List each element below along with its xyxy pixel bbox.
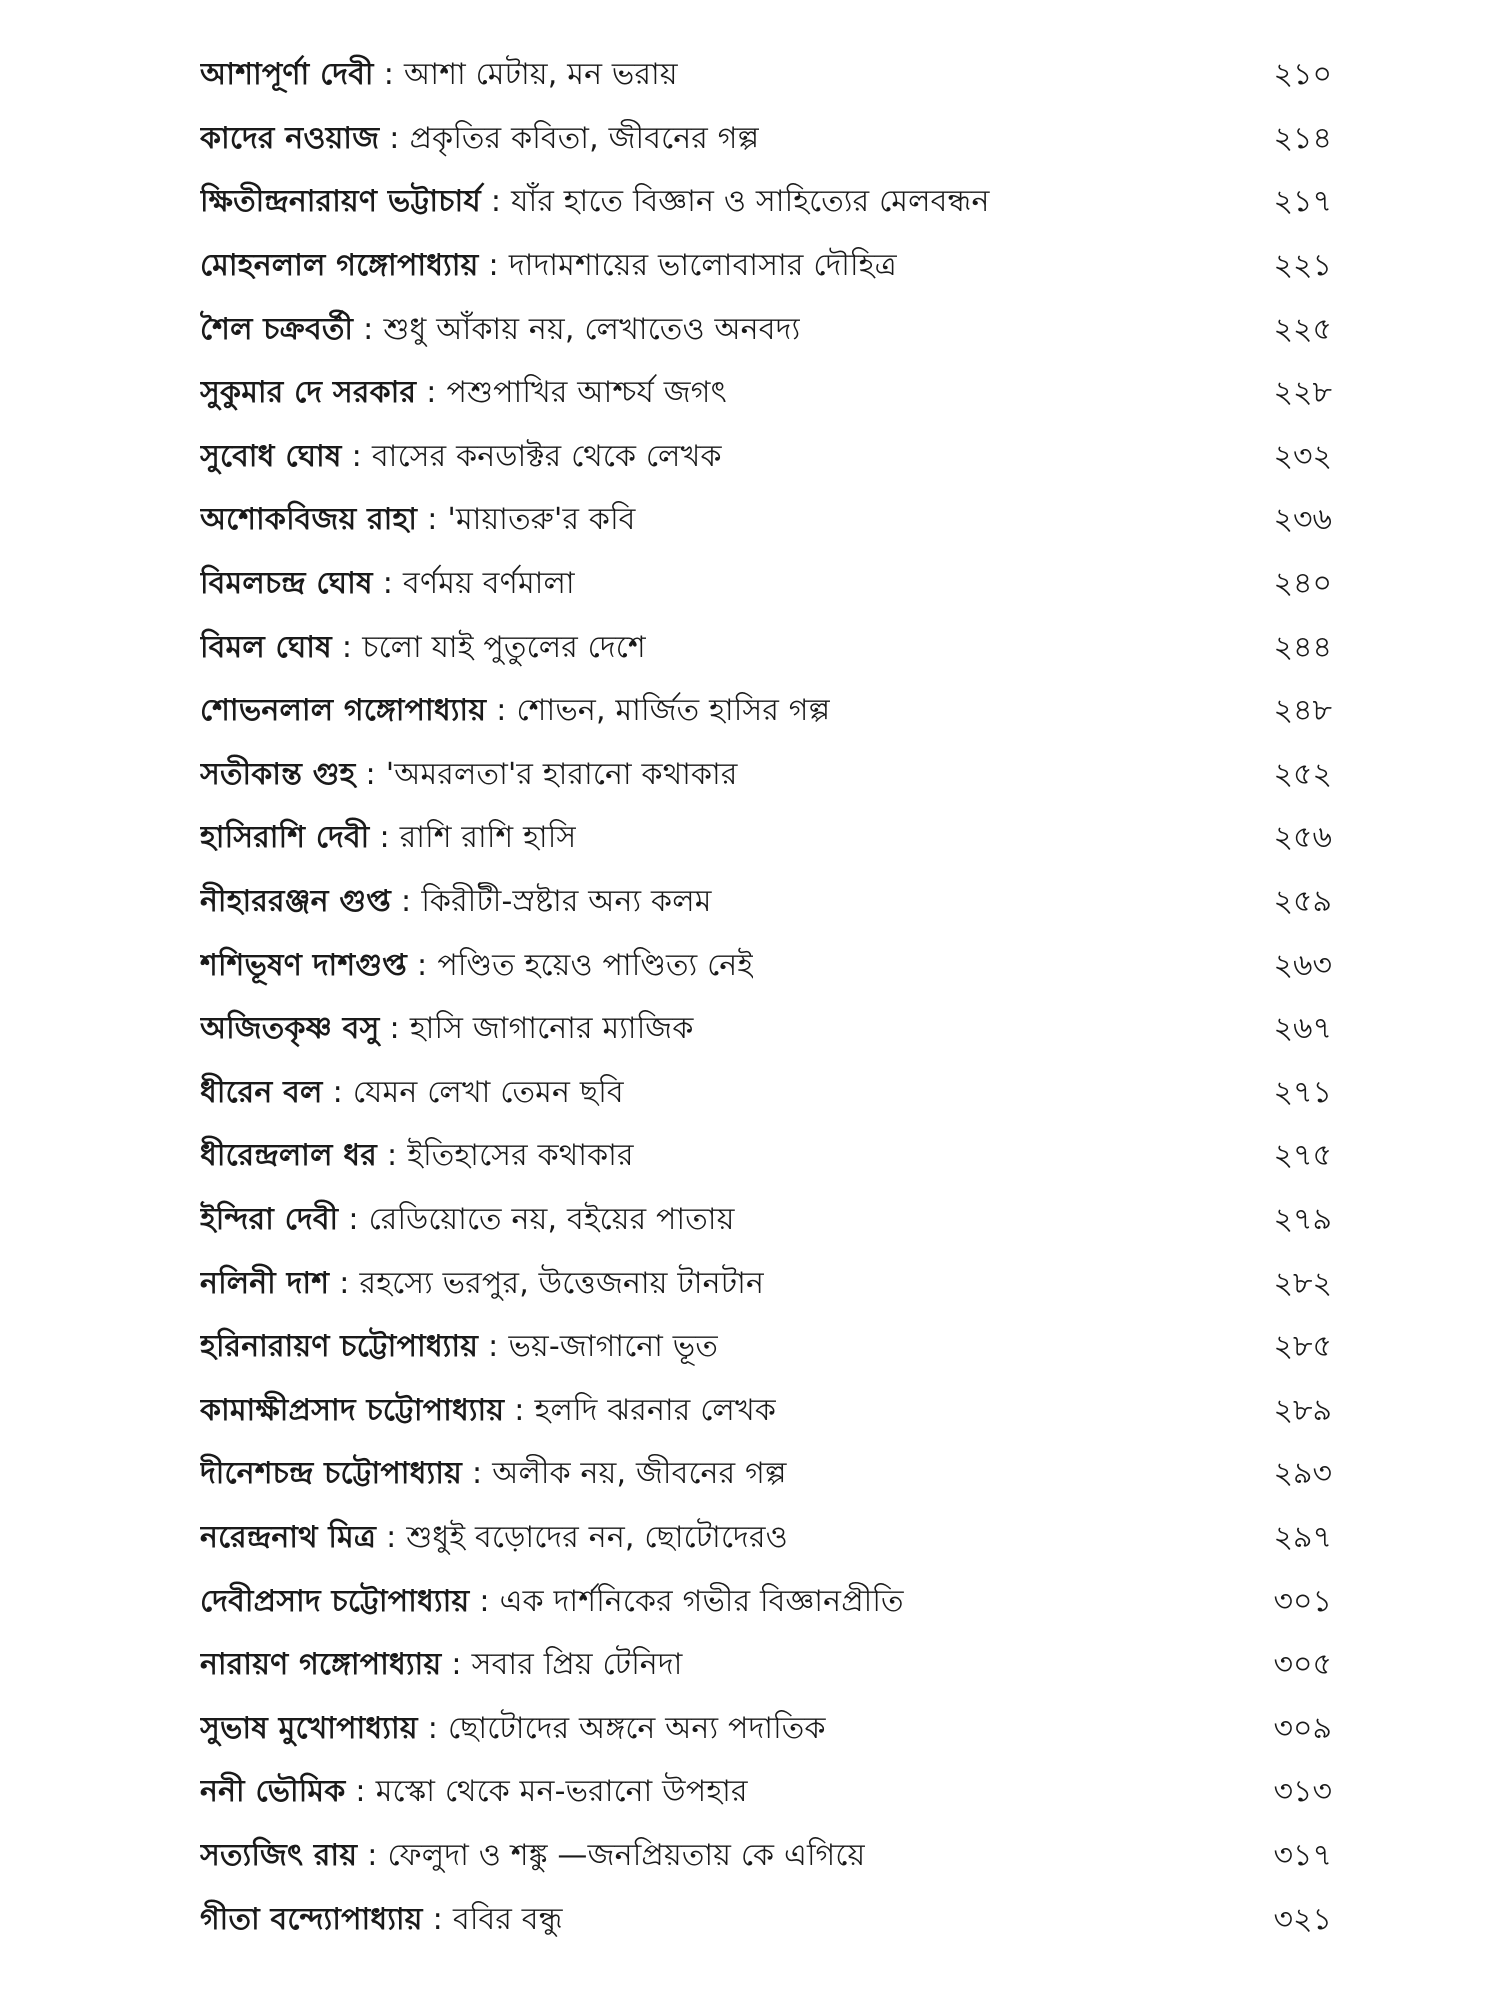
toc-entry: [200, 813, 576, 864]
toc-title: সবার প্রিয় টেনিদা: [471, 1647, 683, 1683]
toc-separator: :: [379, 820, 390, 856]
toc-title: ভয়-জাগানো ভূত: [508, 1329, 719, 1365]
toc-separator: :: [341, 629, 353, 665]
toc-author: নরেন্দ্রনাথ মিত্র: [200, 1519, 377, 1555]
toc-title: ববির বন্ধু: [452, 1901, 563, 1937]
toc-title: পণ্ডিত হয়েও পাণ্ডিত্য নেই: [437, 947, 754, 983]
toc-title: 'মায়াতরু'র কবি: [447, 502, 636, 538]
toc-title: রহস্যে ভরপুর, উত্তেজনায় টানটান: [359, 1265, 765, 1301]
toc-entry: [200, 877, 712, 928]
toc-title: ফেলুদা ও শঙ্কু —জনপ্রিয়তায় কে এগিয়ে: [387, 1837, 866, 1873]
toc-entry: [200, 1131, 634, 1182]
toc-entry: [200, 1449, 787, 1500]
toc-separator: :: [383, 57, 395, 93]
toc-title: পশুপাখির আশ্চর্য জগৎ: [446, 375, 727, 411]
toc-separator: :: [351, 438, 362, 474]
toc-entry: [200, 750, 738, 801]
toc-separator: :: [355, 1774, 366, 1810]
toc-separator: :: [471, 1456, 483, 1492]
toc-author: নলিনী দাশ: [200, 1265, 330, 1301]
toc-entry: [200, 495, 636, 546]
toc-row: [200, 1825, 1332, 1889]
toc-page-number: ২৪৪: [1273, 629, 1332, 665]
toc-page-number: ৩১৭: [1273, 1837, 1332, 1873]
toc-entry: [200, 1513, 788, 1564]
toc-author: অশোকবিজয় রাহা: [200, 502, 418, 538]
toc-row: [200, 1125, 1332, 1189]
toc-title: রেডিয়োতে নয়, বইয়ের পাতায়: [368, 1201, 735, 1237]
toc-author: ইন্দিরা দেবী: [200, 1201, 339, 1237]
toc-row: [200, 1379, 1332, 1443]
toc-author: নীহাররঞ্জন গুপ্ত: [200, 884, 391, 920]
toc-row: [200, 1443, 1332, 1507]
toc-title: 'অমরলতা'র হারানো কথাকার: [385, 756, 738, 792]
toc-page-number: ২১৪: [1273, 120, 1332, 156]
toc-row: [200, 1888, 1332, 1952]
toc-row: [200, 171, 1332, 235]
toc-title: বাসের কনডাক্টর থেকে লেখক: [371, 438, 722, 474]
toc-separator: :: [451, 1647, 462, 1683]
toc-separator: :: [426, 375, 437, 411]
toc-author: সুবোধ ঘোষ: [200, 438, 342, 474]
toc-author: সুকুমার দে সরকার: [200, 375, 417, 411]
toc-page-number: ২৮৯: [1273, 1392, 1332, 1428]
toc-row: [200, 1062, 1332, 1126]
toc-separator: :: [490, 184, 502, 220]
toc-separator: :: [348, 1201, 359, 1237]
toc-entry: [200, 1068, 624, 1119]
toc-entry: [200, 686, 830, 737]
toc-title: হাসি জাগানোর ম্যাজিক: [409, 1011, 694, 1047]
toc-author: বিমলচন্দ্র ঘোষ: [200, 566, 373, 602]
toc-page-number: ২৩৬: [1273, 502, 1332, 538]
toc-entry: [200, 305, 800, 356]
toc-page-number: ২৭৯: [1273, 1201, 1332, 1237]
toc-entry: [200, 241, 897, 292]
toc-row: [200, 1252, 1332, 1316]
toc-author: ননী ভৌমিক: [200, 1774, 346, 1810]
toc-entry: [200, 623, 646, 674]
toc-entry: [200, 50, 678, 101]
toc-entry: [200, 1640, 683, 1691]
toc-entry: [200, 1767, 748, 1818]
toc-separator: :: [401, 884, 412, 920]
toc-row: [200, 553, 1332, 617]
toc-row: [200, 616, 1332, 680]
toc-row: [200, 235, 1332, 299]
toc-row: [200, 362, 1332, 426]
toc-author: ধীরেন্দ্রলাল ধর: [200, 1138, 377, 1174]
toc-page-number: ২৪৮: [1273, 693, 1332, 729]
toc-author: শৈল চক্রবর্তী: [200, 311, 354, 347]
toc-author: গীতা বন্দ্যোপাধ্যায়: [200, 1901, 423, 1937]
toc-page-number: ২২১: [1273, 248, 1332, 284]
toc-separator: :: [365, 756, 376, 792]
toc-title: মস্কো থেকে মন-ভরানো উপহার: [375, 1774, 748, 1810]
toc-separator: :: [488, 1329, 499, 1365]
toc-entry: [200, 1577, 904, 1628]
toc-row: [200, 44, 1332, 108]
toc-page-number: ২৫৬: [1273, 820, 1332, 856]
toc-page-number: ২৯৩: [1273, 1456, 1332, 1492]
toc-author: সত্যজিৎ রায়: [200, 1837, 358, 1873]
toc-separator: :: [332, 1074, 343, 1110]
toc-author: আশাপূর্ণা দেবী: [200, 57, 374, 93]
toc-row: [200, 108, 1332, 172]
toc-row: [200, 489, 1332, 553]
toc-title: দাদামশায়ের ভালোবাসার দৌহিত্র: [508, 248, 897, 284]
toc-entry: [200, 177, 990, 228]
toc-author: সুভাষ মুখোপাধ্যায়: [200, 1710, 418, 1746]
toc-row: [200, 744, 1332, 808]
toc-row: [200, 998, 1332, 1062]
toc-page-number: ২৬৩: [1273, 947, 1332, 983]
toc-page-number: ২৭১: [1273, 1074, 1332, 1110]
toc-page-number: ২১০: [1273, 57, 1332, 93]
toc-row: [200, 1507, 1332, 1571]
toc-page-number: ২৫৯: [1273, 884, 1332, 920]
toc-author: দেবীপ্রসাদ চট্টোপাধ্যায়: [200, 1583, 470, 1619]
toc-entry: [200, 1386, 776, 1437]
toc-row: [200, 871, 1332, 935]
toc-page-number: ২৪০: [1273, 566, 1332, 602]
toc-title: শুধুই বড়োদের নন, ছোটোদেরও: [406, 1519, 788, 1555]
toc-separator: :: [339, 1265, 350, 1301]
toc-separator: :: [387, 1138, 398, 1174]
toc-separator: :: [382, 566, 394, 602]
toc-title: চলো যাই পুতুলের দেশে: [362, 629, 646, 665]
toc-author: নারায়ণ গঙ্গোপাধ্যায়: [200, 1647, 442, 1683]
toc-entry: [200, 1831, 865, 1882]
toc-entry: [200, 1322, 718, 1373]
toc-row: [200, 934, 1332, 998]
toc-author: সতীকান্ত গুহ: [200, 756, 356, 792]
toc-entry: [200, 114, 759, 165]
toc-title: হলদি ঝরনার লেখক: [534, 1392, 777, 1428]
toc-row: [200, 1189, 1332, 1253]
toc-row: [200, 1634, 1332, 1698]
toc-entry: [200, 1895, 563, 1946]
toc-page-number: ৩১৩: [1273, 1774, 1332, 1810]
toc-title: এক দার্শনিকের গভীর বিজ্ঞানপ্রীতি: [499, 1583, 904, 1619]
toc-page-number: ২৬৭: [1273, 1011, 1332, 1047]
toc-title: শুধু আঁকায় নয়, লেখাতেও অনবদ্য: [383, 311, 801, 347]
toc-author: মোহনলাল গঙ্গোপাধ্যায়: [200, 248, 479, 284]
toc-row: [200, 1570, 1332, 1634]
toc-author: বিমল ঘোষ: [200, 629, 332, 665]
toc-author: হরিনারায়ণ চট্টোপাধ্যায়: [200, 1329, 479, 1365]
toc-page-number: ২১৭: [1273, 184, 1332, 220]
toc-title: অলীক নয়, জীবনের গল্প: [492, 1456, 787, 1492]
toc-separator: :: [417, 947, 428, 983]
toc-entry: [200, 1195, 735, 1246]
toc-page-number: ৩০১: [1273, 1583, 1332, 1619]
toc-separator: :: [389, 1011, 400, 1047]
toc-separator: :: [386, 1519, 397, 1555]
toc-separator: :: [427, 1710, 439, 1746]
toc-row: [200, 1761, 1332, 1825]
toc-author: কাদের নওয়াজ: [200, 120, 380, 156]
toc-entry: [200, 368, 727, 419]
toc-row: [200, 1697, 1332, 1761]
toc-author: দীনেশচন্দ্র চট্টোপাধ্যায়: [200, 1456, 462, 1492]
toc-page-number: ৩২১: [1273, 1901, 1332, 1937]
toc-separator: :: [479, 1583, 490, 1619]
toc-title: যাঁর হাতে বিজ্ঞান ও সাহিত্যের মেলবন্ধন: [511, 184, 990, 220]
toc-author: কামাক্ষীপ্রসাদ চট্টোপাধ্যায়: [200, 1392, 505, 1428]
toc-title: ইতিহাসের কথাকার: [407, 1138, 634, 1174]
toc-title: আশা মেটায়, মন ভরায়: [404, 57, 678, 93]
toc-title: প্রকৃতির কবিতা, জীবনের গল্প: [409, 120, 760, 156]
toc-separator: :: [514, 1392, 525, 1428]
toc-separator: :: [389, 120, 400, 156]
toc-author: হাসিরাশি দেবী: [200, 820, 370, 856]
toc-separator: :: [496, 693, 507, 729]
toc-separator: :: [488, 248, 499, 284]
toc-page-number: ২২৫: [1273, 311, 1332, 347]
toc-author: অজিতকৃষ্ণ বসু: [200, 1011, 380, 1047]
toc-entry: [200, 1259, 764, 1310]
toc-page-number: ২৯৭: [1273, 1519, 1332, 1555]
toc-page-number: ২৮৫: [1273, 1329, 1332, 1365]
toc-title: শোভন, মার্জিত হাসির গল্প: [516, 693, 831, 729]
toc-entry: [200, 1004, 694, 1055]
toc-separator: :: [432, 1901, 443, 1937]
toc-separator: :: [363, 311, 374, 347]
toc-entry: [200, 559, 575, 610]
toc-title: বর্ণময় বর্ণমালা: [403, 566, 575, 602]
toc-title: কিরীটী-স্রষ্টার অন্য কলম: [421, 884, 712, 920]
toc-title: যেমন লেখা তেমন ছবি: [352, 1074, 624, 1110]
toc-entry: [200, 941, 753, 992]
toc-author: ধীরেন বল: [200, 1074, 323, 1110]
toc-separator: :: [367, 1837, 378, 1873]
toc-author: শোভনলাল গঙ্গোপাধ্যায়: [200, 693, 487, 729]
toc-page-number: ৩০৯: [1273, 1710, 1332, 1746]
toc-page-number: ২৭৫: [1273, 1138, 1332, 1174]
toc-title: ছোটোদের অঙ্গনে অন্য পদাতিক: [448, 1710, 826, 1746]
toc-page-number: ২৮২: [1273, 1265, 1332, 1301]
toc-entry: [200, 432, 722, 483]
toc-row: [200, 807, 1332, 871]
toc-entry: [200, 1704, 826, 1755]
toc-title: রাশি রাশি হাসি: [399, 820, 577, 856]
toc-page-number: ২৩২: [1273, 438, 1332, 474]
toc-row: [200, 1316, 1332, 1380]
toc-page-number: ৩০৫: [1273, 1647, 1332, 1683]
toc-page-number: ২২৮: [1273, 375, 1332, 411]
toc-page-number: ২৫২: [1273, 756, 1332, 792]
toc-author: শশিভূষণ দাশগুপ্ত: [200, 947, 408, 983]
table-of-contents: [200, 44, 1332, 1952]
toc-row: [200, 680, 1332, 744]
toc-row: [200, 426, 1332, 490]
toc-separator: :: [427, 502, 438, 538]
toc-row: [200, 298, 1332, 362]
toc-author: ক্ষিতীন্দ্রনারায়ণ ভট্টাচার্য: [200, 184, 481, 220]
